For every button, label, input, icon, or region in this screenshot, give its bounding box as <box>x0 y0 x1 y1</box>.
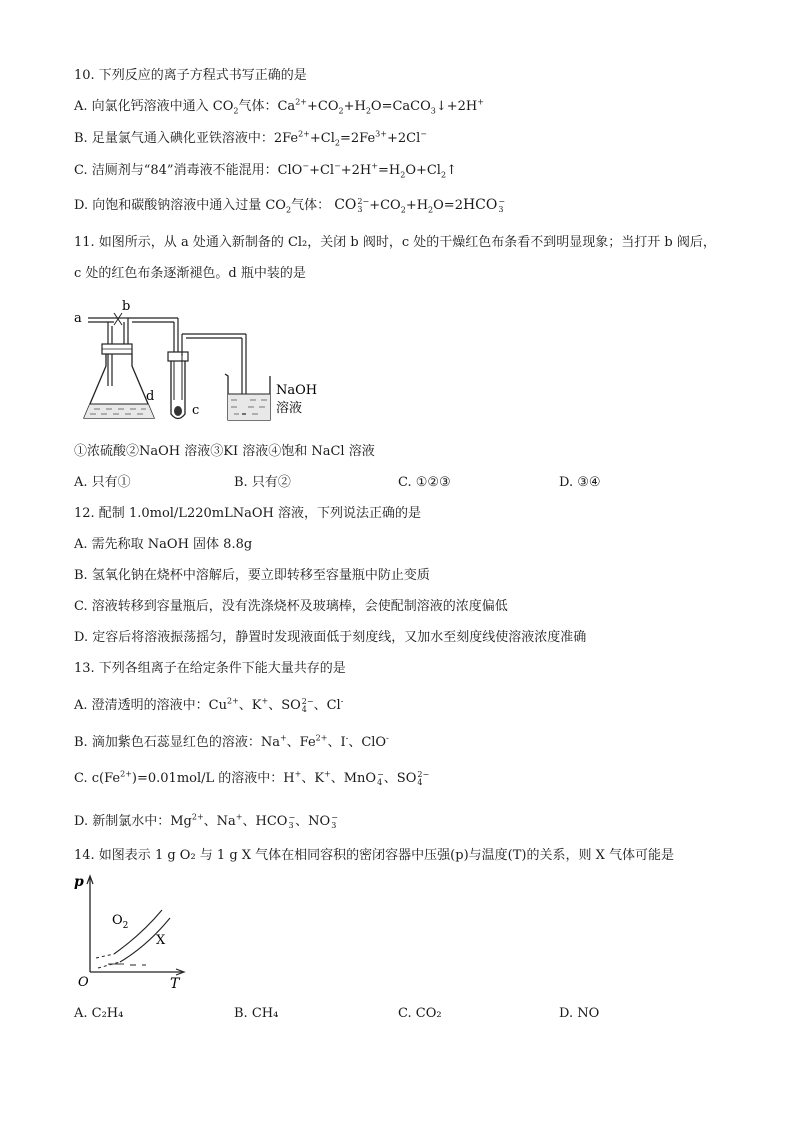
q12-option-a[interactable]: A. 需先称取 NaOH 固体 8.8g <box>74 537 253 552</box>
label-c: c <box>192 403 200 418</box>
label-a: a <box>74 311 82 326</box>
axis-label-t: T <box>170 976 180 992</box>
q14-option-c[interactable]: C. CO₂ <box>398 1006 442 1021</box>
q10-option-c[interactable]: C. 洁厕剂与“84”消毒液不能混用：$ClO^-+Cl^-+2H^+=H_2O+Cl_2↑$ <box>74 161 457 180</box>
q10-option-a[interactable]: A. 向氯化钙溶液中通入 $CO_2$气体：$Ca^{2+}+CO_2+H_2O=CaCO_3↓+2H^+$ <box>74 97 484 116</box>
label-naoh: NaOH <box>276 383 318 398</box>
q12-stem: 12. 配制 1.0mol/L220mLNaOH 溶液，下列说法正确的是 <box>74 506 421 521</box>
q12-option-b[interactable]: B. 氢氧化钠在烧杯中溶解后，要立即转移至容量瓶中防止变质 <box>74 568 430 583</box>
label-d: d <box>146 389 155 404</box>
q10-stem: 10. 下列反应的离子方程式书写正确的是 <box>74 68 307 83</box>
q14-option-d[interactable]: D. NO <box>559 1006 600 1021</box>
q11-option-a[interactable]: A. 只有① <box>74 475 131 490</box>
label-solution: 溶液 <box>276 401 303 416</box>
q11-option-b[interactable]: B. 只有② <box>234 475 291 490</box>
q13-option-b[interactable]: B. 滴加紫色石蕊显红色的溶液：Na+、$Fe^{2+}$、I-、ClO- <box>74 733 389 750</box>
q14-option-a[interactable]: A. C₂H₄ <box>74 1006 124 1021</box>
q11-option-d[interactable]: D. ③④ <box>559 475 601 490</box>
q12-option-d[interactable]: D. 定容后将溶液振荡摇匀，静置时发现液面低于刻度线，又加水至刻度线使溶液浓度准确 <box>74 630 587 645</box>
q13-option-a[interactable]: A. 澄清透明的溶液中：$Cu^{2+}$、K+、SO 2− 4 、Cl- <box>74 696 344 714</box>
q13-option-c[interactable]: C. $c(Fe^{2+})=0.01mol/L$ 的溶液中：H+、K+、MnO − 4 、SO 2− 4 <box>74 769 430 787</box>
q12-option-c[interactable]: C. 溶液转移到容量瓶后，没有洗涤烧杯及玻璃棒，会使配制溶液的浓度偏低 <box>74 599 508 614</box>
o2-label: $O_2$ <box>112 913 129 931</box>
q14-option-b[interactable]: B. CH₄ <box>234 1006 279 1021</box>
q13-option-d[interactable]: D. 新制氯水中：$Mg^{2+}$、Na+、HCO − 3 、NO − 3 <box>74 812 338 830</box>
q11-option-c[interactable]: C. ①②③ <box>398 475 451 490</box>
label-b: b <box>122 299 131 314</box>
q10-option-b[interactable]: B. 足量氯气通入碘化亚铁溶液中：$2Fe^{2+}+Cl_2=2Fe^{3+}+2Cl^-$ <box>74 129 427 148</box>
q11-apparatus-figure <box>70 296 330 431</box>
axis-label-p: p <box>74 874 84 890</box>
origin-label: O <box>78 975 89 990</box>
q14-stem: 14. 如图表示 1 g O₂ 与 1 g X 气体在相同容积的密闭容器中压强(p)与温度(T)的关系，则 X 气体可能是 <box>74 848 674 863</box>
q13-stem: 13. 下列各组离子在给定条件下能大量共存的是 <box>74 661 346 676</box>
q11-items: ①浓硫酸②NaOH 溶液③KI 溶液④饱和 NaCl 溶液 <box>74 444 375 459</box>
q11-stem-line2: c 处的红色布条逐渐褪色。d 瓶中装的是 <box>74 266 306 281</box>
q11-stem-line1: 11. 如图所示，从 a 处通入新制备的 Cl₂，关闭 b 阀时，c 处的干燥红色布条看不到明显现象；当打开 b 阀后， <box>74 235 716 250</box>
q14-pressure-temperature-graph <box>72 872 192 994</box>
x-label: X <box>156 933 166 948</box>
q10-option-d[interactable]: D. 向饱和碳酸钠溶液中通入过量 $CO_2$气体： CO 2− 3 $+CO_2+H_2O=2HCO$ − 3 <box>74 196 506 215</box>
